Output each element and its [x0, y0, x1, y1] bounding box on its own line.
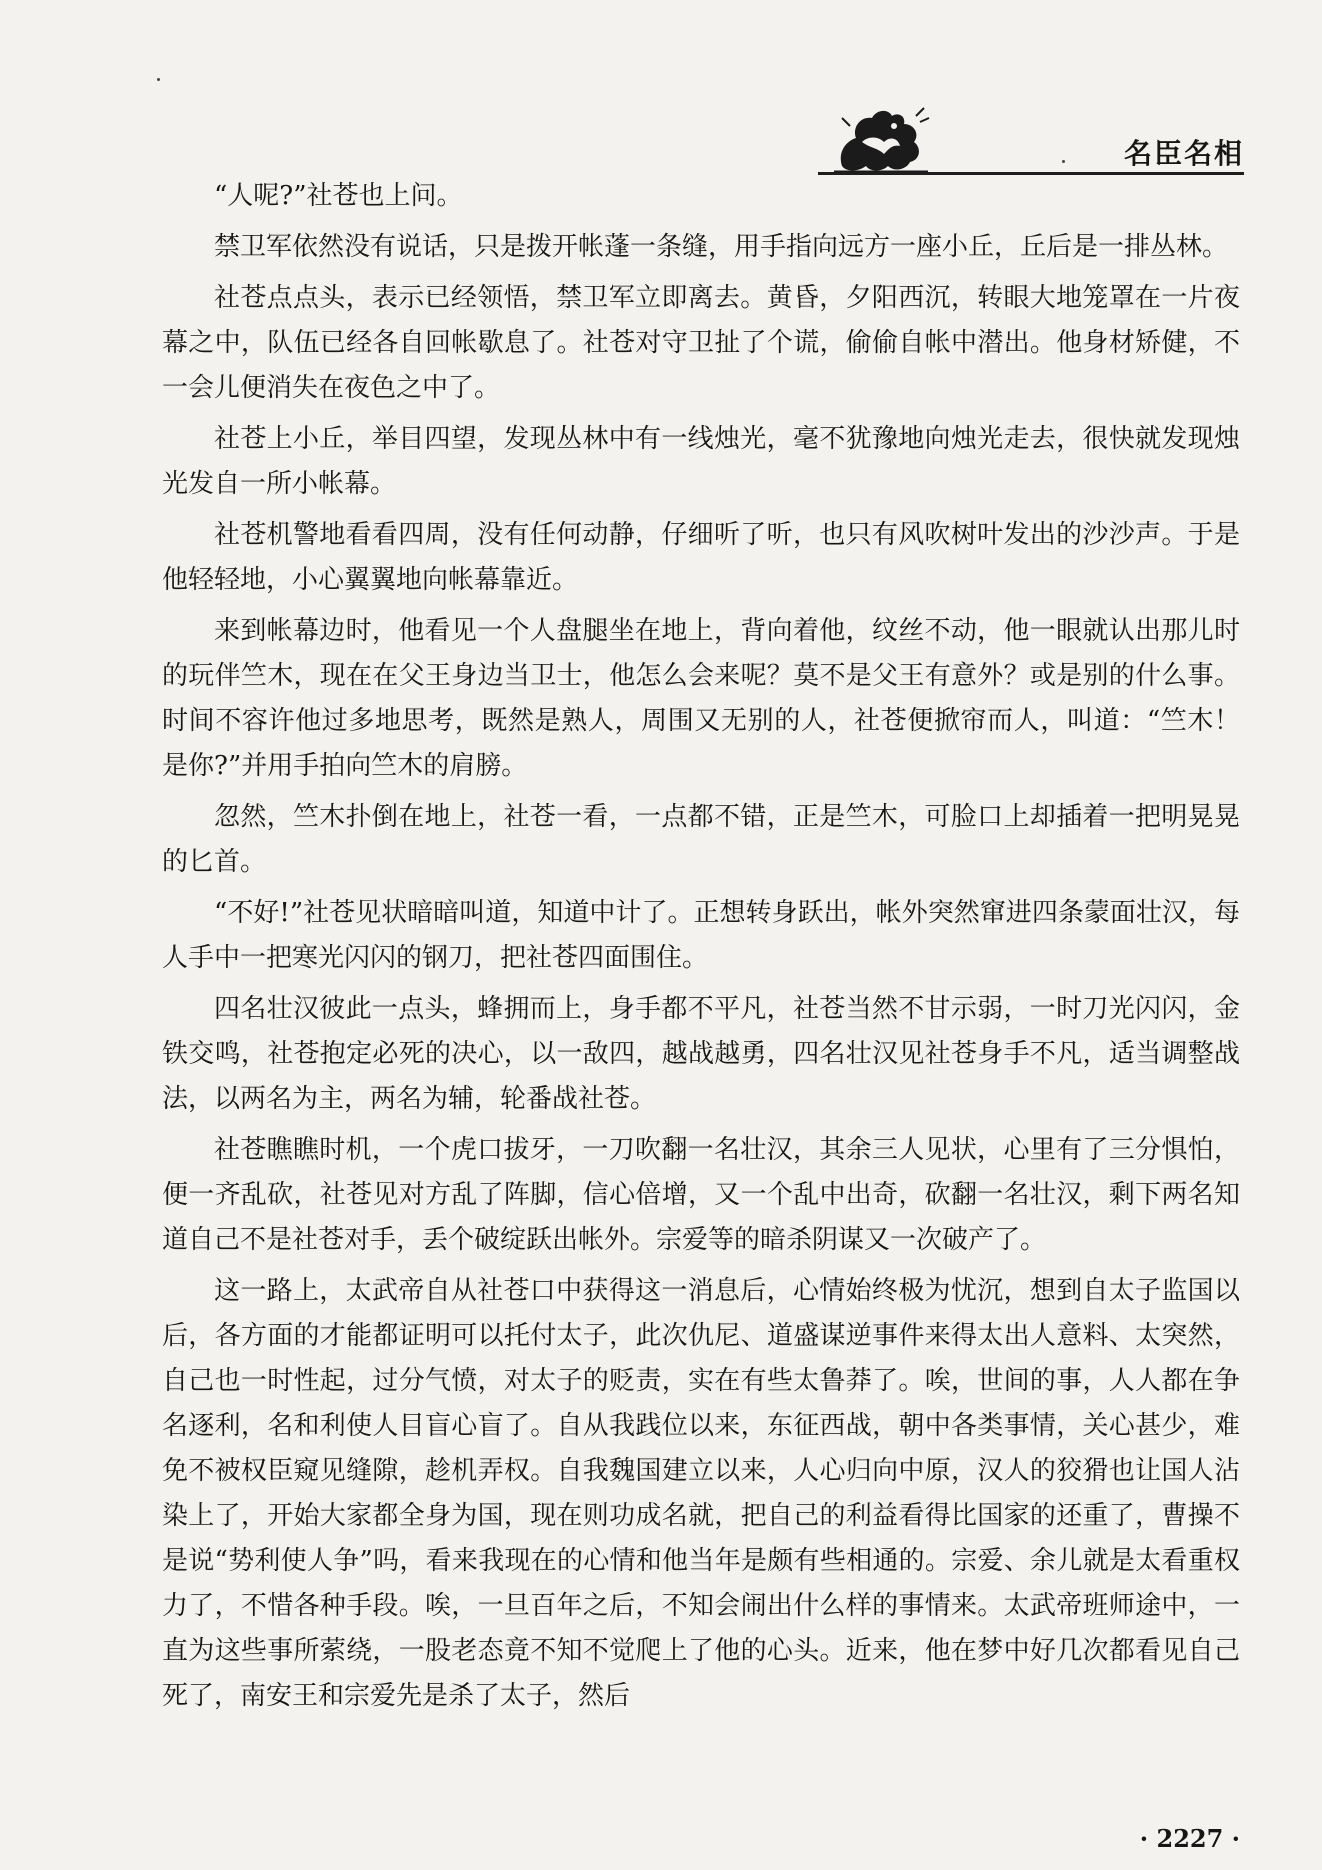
body-text — [162, 174, 1240, 1725]
paragraph: 四名壮汉彼此一点头，蜂拥而上，身手都不平凡，社苍当然不甘示弱，一时刀光闪闪，金铁交鸣，社苍抱定必死的决心，以一敌四，越战越勇，四名壮汉见社苍身手不凡，适当调整战法，以两名为主，两名为辅，轮番战社苍。 — [162, 994, 1240, 1114]
paragraph: 忽然，竺木扑倒在地上，社苍一看，一点都不错，正是竺木，可脸口上却插着一把明晃晃的匕首。 — [162, 802, 1240, 877]
paragraph: 社苍点点头，表示已经领悟，禁卫军立即离去。黄昏，夕阳西沉，转眼大地笼罩在一片夜幕之中，队伍已经各自回帐歇息了。社苍对守卫扯了个谎，偷偷自帐中潜出。他身材矫健，不一会儿便消失在夜色之中了。 — [162, 283, 1240, 403]
paragraph: 社苍机警地看看四周，没有任何动静，仔细听了听，也只有风吹树叶发出的沙沙声。于是他轻轻地，小心翼翼地向帐幕靠近。 — [162, 520, 1240, 595]
paragraph: “不好!”社苍见状暗暗叫道，知道中计了。正想转身跃出，帐外突然窜进四条蒙面壮汉，每人手中一把寒光闪闪的钢刀，把社苍四面围住。 — [162, 898, 1240, 973]
paragraph: “人呢?”社苍也上问。 — [214, 181, 463, 211]
section-title: 名臣名相 — [1123, 137, 1244, 170]
page-number: · 2227 · — [1139, 1824, 1240, 1853]
running-header — [818, 100, 1244, 180]
paragraph: 社苍上小丘，举目四望，发现丛林中有一线烛光，毫不犹豫地向烛光走去，很快就发现烛光发自一所小帐幕。 — [162, 424, 1240, 499]
dragon-emblem-icon — [832, 106, 930, 176]
paragraph: 来到帐幕边时，他看见一个人盘腿坐在地上，背向着他，纹丝不动，他一眼就认出那儿时的玩伴竺木，现在在父王身边当卫士，他怎么会来呢？莫不是父王有意外？或是别的什么事。时间不容许他过多地思考，既然是熟人，周围又无别的人，社苍便掀帘而人，叫道：“竺木！是你?”并用手拍向竺木的肩膀。 — [162, 616, 1240, 781]
paragraph: 社苍瞧瞧时机，一个虎口拔牙，一刀吹翻一名壮汉，其余三人见状，心里有了三分惧怕，便一齐乱砍，社苍见对方乱了阵脚，信心倍增，又一个乱中出奇，砍翻一名壮汉，剩下两名知道自己不是社苍对手，丢个破绽跃出帐外。宗爱等的暗杀阴谋又一次破产了。 — [162, 1135, 1240, 1255]
paragraph: 这一路上，太武帝自从社苍口中获得这一消息后，心情始终极为忧沉，想到自太子监国以后，各方面的才能都证明可以托付太子，此次仇尼、道盛谋逆事件来得太出人意料、太突然，自己也一时性起，过分气愤，对太子的贬责，实在有些太鲁莽了。唉，世间的事，人人都在争名逐利，名和利使人目盲心盲了。自从我践位以来，东征西战，朝中各类事情，关心甚少，难免不被权臣窥见缝隙，趁机弄权。自我魏国建立以来，人心归向中原，汉人的狡猾也让国人沾染上了，开始大家都全身为国，现在则功成名就，把自己的利益看得比国家的还重了，曹操不是说“势利使人争”吗，看来我现在的心情和他当年是颇有些相通的。宗爱、余儿就是太看重权力了，不惜各种手段。唉，一旦百年之后，不知会闹出什么样的事情来。太武帝班师途中，一直为这些事所萦绕，一股老态竟不知不觉爬上了他的心头。近来，他在梦中好几次都看见自己死了，南安王和宗爱先是杀了太子，然后 — [162, 1276, 1240, 1711]
scan-speck — [157, 78, 160, 81]
paragraph: 禁卫军依然没有说话，只是拨开帐蓬一条缝，用手指向远方一座小丘，丘后是一排丛林。 — [214, 232, 1229, 262]
